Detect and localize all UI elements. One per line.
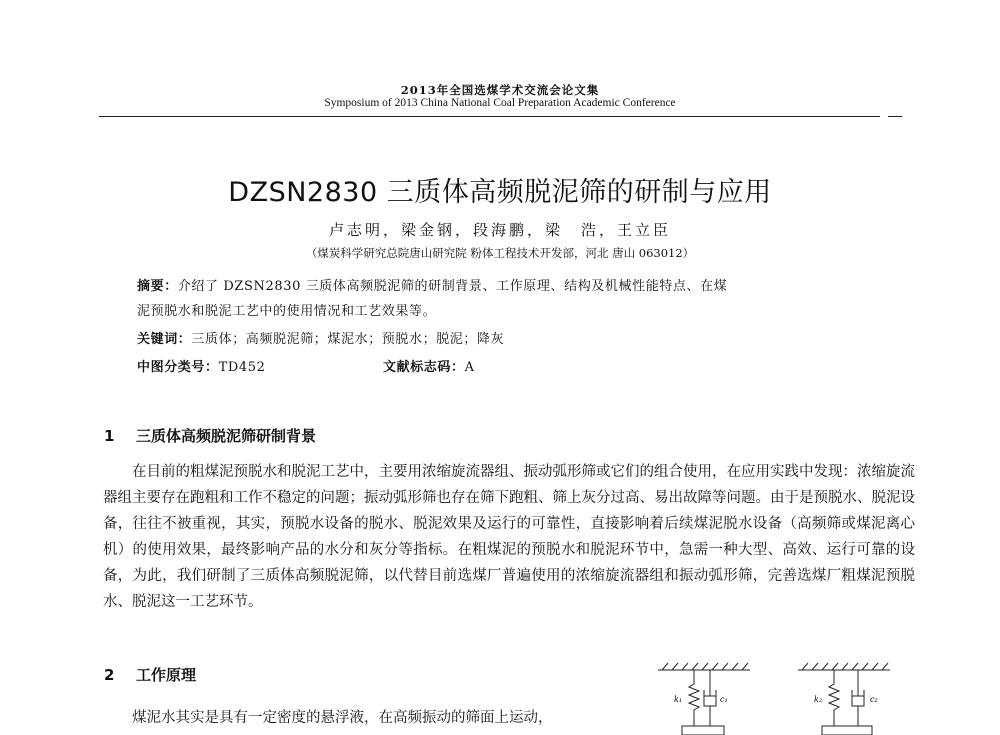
spring-left-icon	[689, 670, 699, 726]
label-k2: k₂	[814, 695, 823, 704]
section-1-body: 在目前的粗煤泥预脱水和脱泥工艺中，主要用浓缩旋流器组、振动弧形筛或它们的组合使用，在应用实践中发现：浓缩旋流器组主要存在跑粗和工作不稳定的问题；振动弧形筛也存在筛下跑粗、筛上灰分过高、易出故障等问题。由于是预脱水、脱泥设备，往往不被重视，其实，预脱水设备的脱水、脱泥效果及运行的可靠性，直接影响着后续煤泥脱水设备（高频筛或煤泥离心机）的使用效果，最终影响产品的水分和灰分等指标。在粗煤泥的预脱水和脱泥环节中，急需一种大型、高效、运行可靠的设备，为此，我们研制了三质体高频脱泥筛，以代替目前选煤厂普遍使用的浓缩旋流器组和振动弧形筛，完善选煤厂粗煤泥预脱水、脱泥这一工艺环节。	[103, 464, 915, 610]
damper-left-icon	[704, 670, 716, 726]
doc-code-label: 文献标志码：	[383, 360, 465, 375]
keywords-label: 关键词：	[137, 332, 192, 347]
doc-code-line	[383, 356, 475, 375]
section-2-title: 工作原理	[136, 666, 197, 684]
abstract-line-2: 泥预脱水和脱泥工艺中的使用情况和工艺效果等。	[137, 304, 437, 319]
section-1-number: 1	[104, 427, 115, 445]
section-2-heading	[104, 664, 196, 685]
clc-value: TD452	[218, 360, 266, 375]
abstract-text-1: 介绍了 DZSN2830 三质体高频脱泥筛的研制背景、工作原理、结构及机械性能特点、在煤	[177, 279, 728, 294]
label-c2: c₂	[870, 695, 878, 704]
paper-title: DZSN2830 三质体高频脱泥筛的研制与应用	[228, 177, 772, 208]
keywords-text: 三质体；高频脱泥筛；煤泥水；预脱水；脱泥；降灰	[191, 332, 505, 347]
label-c1: c₁	[720, 695, 728, 704]
paper-affiliation: （煤炭科学研究总院唐山研究院 粉体工程技术开发部，河北 唐山 063012）	[305, 246, 695, 260]
mass-block-right	[822, 726, 872, 735]
section-2-body: 煤泥水其实是具有一定密度的悬浮液，在高频振动的筛面上运动，	[132, 710, 553, 726]
header-rule	[99, 116, 880, 117]
header-rule-tail	[888, 116, 902, 117]
journal-title-english: Symposium of 2013 China National Coal Preparation Academic Conference	[324, 97, 676, 109]
label-k1: k₁	[674, 695, 683, 704]
damper-right-icon	[852, 670, 864, 726]
clc-label: 中图分类号：	[137, 360, 219, 375]
vibration-model-figure	[648, 660, 908, 735]
section-1-heading	[104, 425, 316, 446]
spring-right-icon	[829, 670, 839, 726]
abstract-line-1	[137, 275, 727, 294]
clc-line	[137, 356, 266, 375]
journal-title-chinese: 2013年全国选煤学术交流会论文集	[400, 83, 600, 97]
abstract-label: 摘要：	[137, 279, 178, 294]
section-1-title: 三质体高频脱泥筛研制背景	[136, 427, 317, 445]
keywords-line	[137, 328, 504, 347]
ceiling-hatch-left	[658, 663, 750, 670]
section-2-number: 2	[104, 666, 115, 684]
doc-code-value: A	[464, 360, 475, 375]
ceiling-hatch-right	[798, 663, 890, 670]
paper-authors: 卢志明，梁金钢，段海鹏，梁 浩，王立臣	[328, 221, 671, 239]
mass-block-left	[682, 726, 724, 735]
